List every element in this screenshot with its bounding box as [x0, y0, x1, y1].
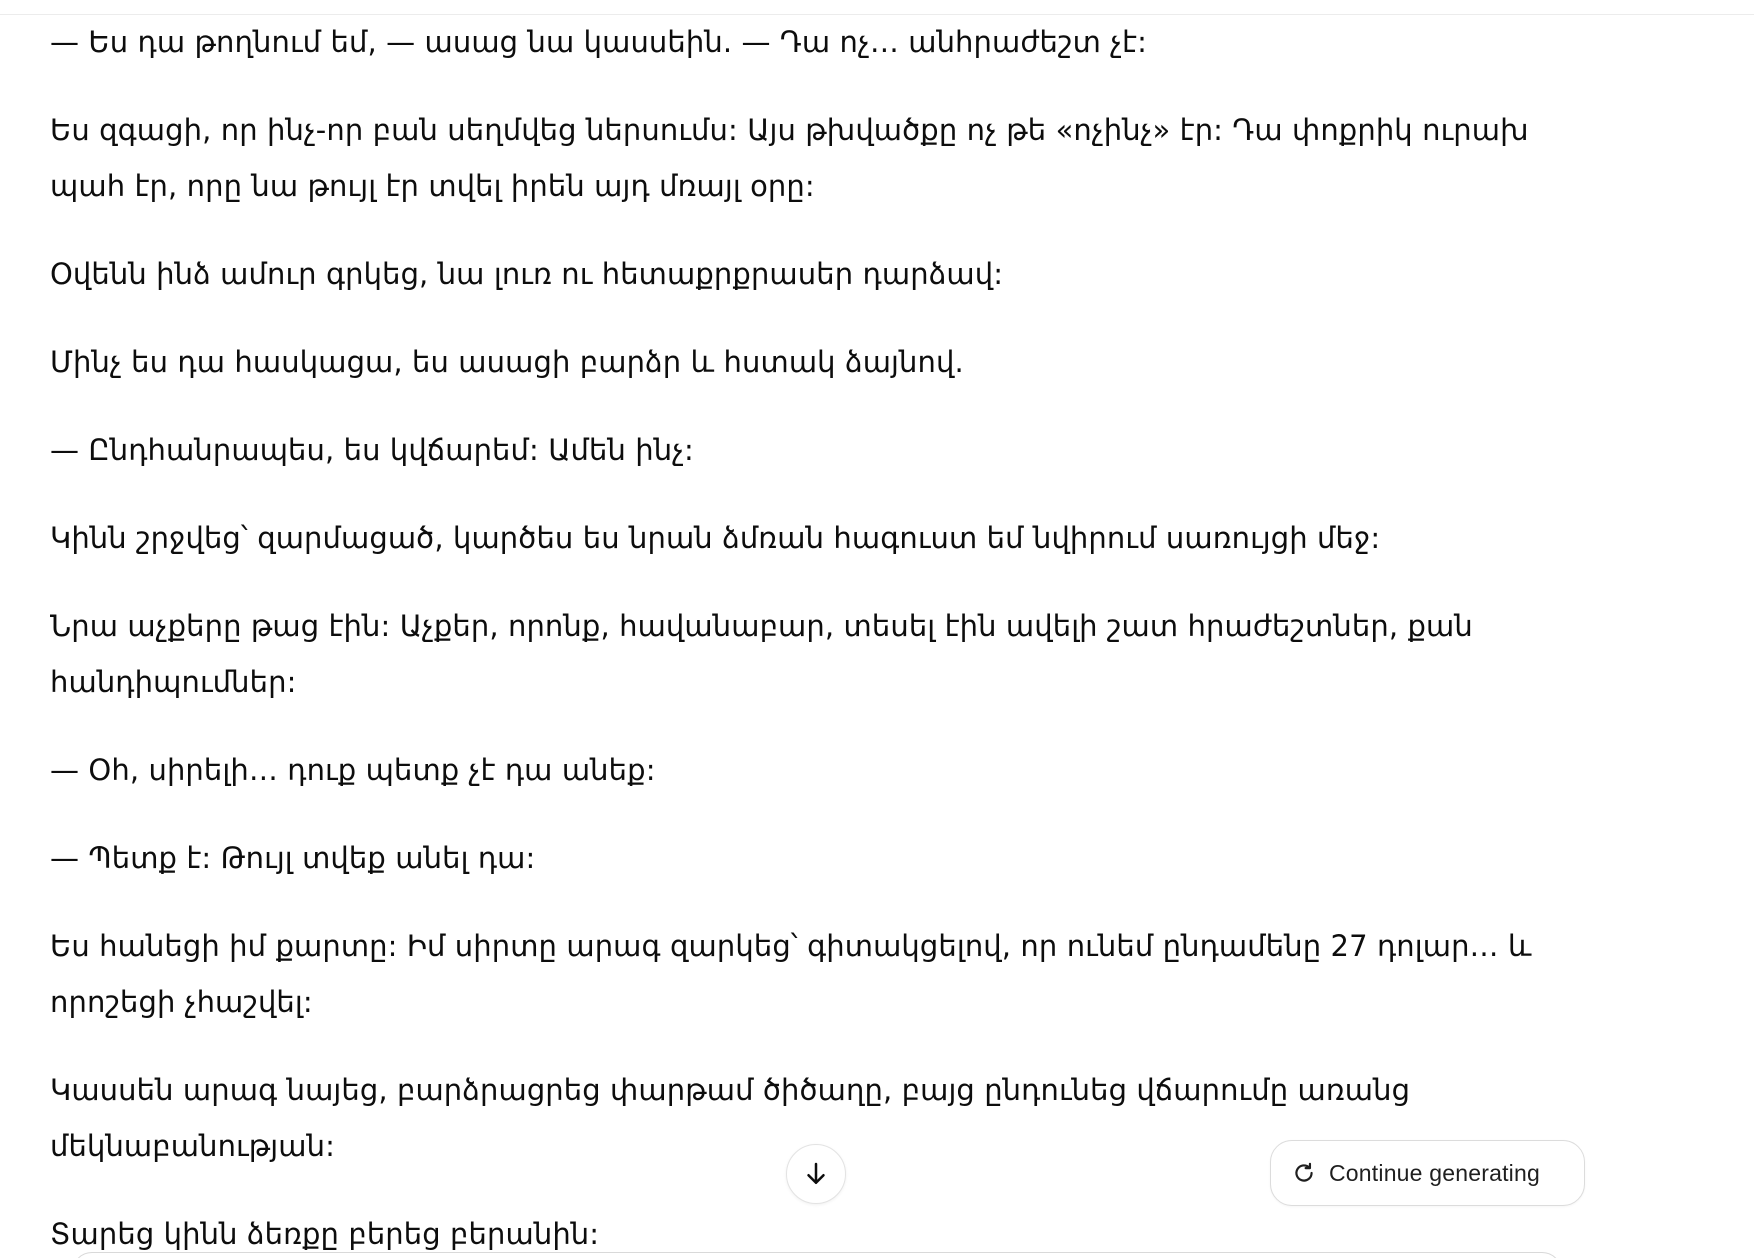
message-paragraph: Տարեց կինն ձեռքը բերեց բերանին: — [50, 1217, 600, 1251]
continue-generating-label: Continue generating — [1329, 1159, 1540, 1186]
message-paragraph: Կինն շրջվեց՝ զարմացած, կարծես ես նրան ձմռան հագուստ եմ նվիրում սառույցի մեջ: — [50, 521, 1381, 555]
refresh-icon — [1291, 1160, 1317, 1186]
message-paragraph: Նրա աչքերը թաց էին: Աչքեր, որոնք, հավանաբար, տեսել էին ավելի շատ հրաժեշտներ, քան հանդիպումներ: — [50, 609, 1473, 699]
message-paragraph: — Ես դա թողնում եմ, — ասաց նա կասսեին. — Դա ոչ… անհրաժեշտ չէ: — [50, 25, 1147, 59]
message-paragraph: — Ընդհանրապես, ես կվճարեմ: Ամեն ինչ: — [50, 433, 694, 467]
continue-generating-button[interactable] — [1270, 1140, 1585, 1206]
message-paragraph: Օվենն ինձ ամուր գրկեց, նա լուռ ու հետաքրքրասեր դարձավ: — [50, 257, 1004, 291]
message-paragraph: — Պետք է: Թույլ տվեք անել դա: — [50, 841, 536, 875]
message-composer[interactable] — [72, 1252, 1562, 1258]
message-paragraph: Ես զգացի, որ ինչ-որ բան սեղմվեց ներսումս: Այս թխվածքը ոչ թե «ոչինչ» էր: Դա փոքրիկ ուրախ պահ էր, որը նա թույլ էր տվել իրեն այդ մռայլ օրը: — [50, 113, 1529, 203]
arrow-down-icon — [801, 1159, 831, 1189]
assistant-message — [50, 14, 1610, 1258]
message-paragraph: Մինչ ես դա հասկացա, ես ասացի բարձր և հստակ ձայնով. — [50, 345, 964, 379]
message-paragraph: Կասսեն արագ նայեց, բարձրացրեց փարթամ ծիծաղը, բայց ընդունեց վճարումը առանց մեկնաբանության: — [50, 1073, 1411, 1163]
message-paragraph: Ես հանեցի իմ քարտը: Իմ սիրտը արագ զարկեց՝ գիտակցելով, որ ունեմ ընդամենը 27 դոլար… և որոշեցի չհաշվել: — [50, 929, 1532, 1019]
message-paragraph: — Օհ, սիրելի… դուք պետք չէ դա անեք: — [50, 753, 656, 787]
scroll-to-bottom-button[interactable] — [786, 1144, 846, 1204]
